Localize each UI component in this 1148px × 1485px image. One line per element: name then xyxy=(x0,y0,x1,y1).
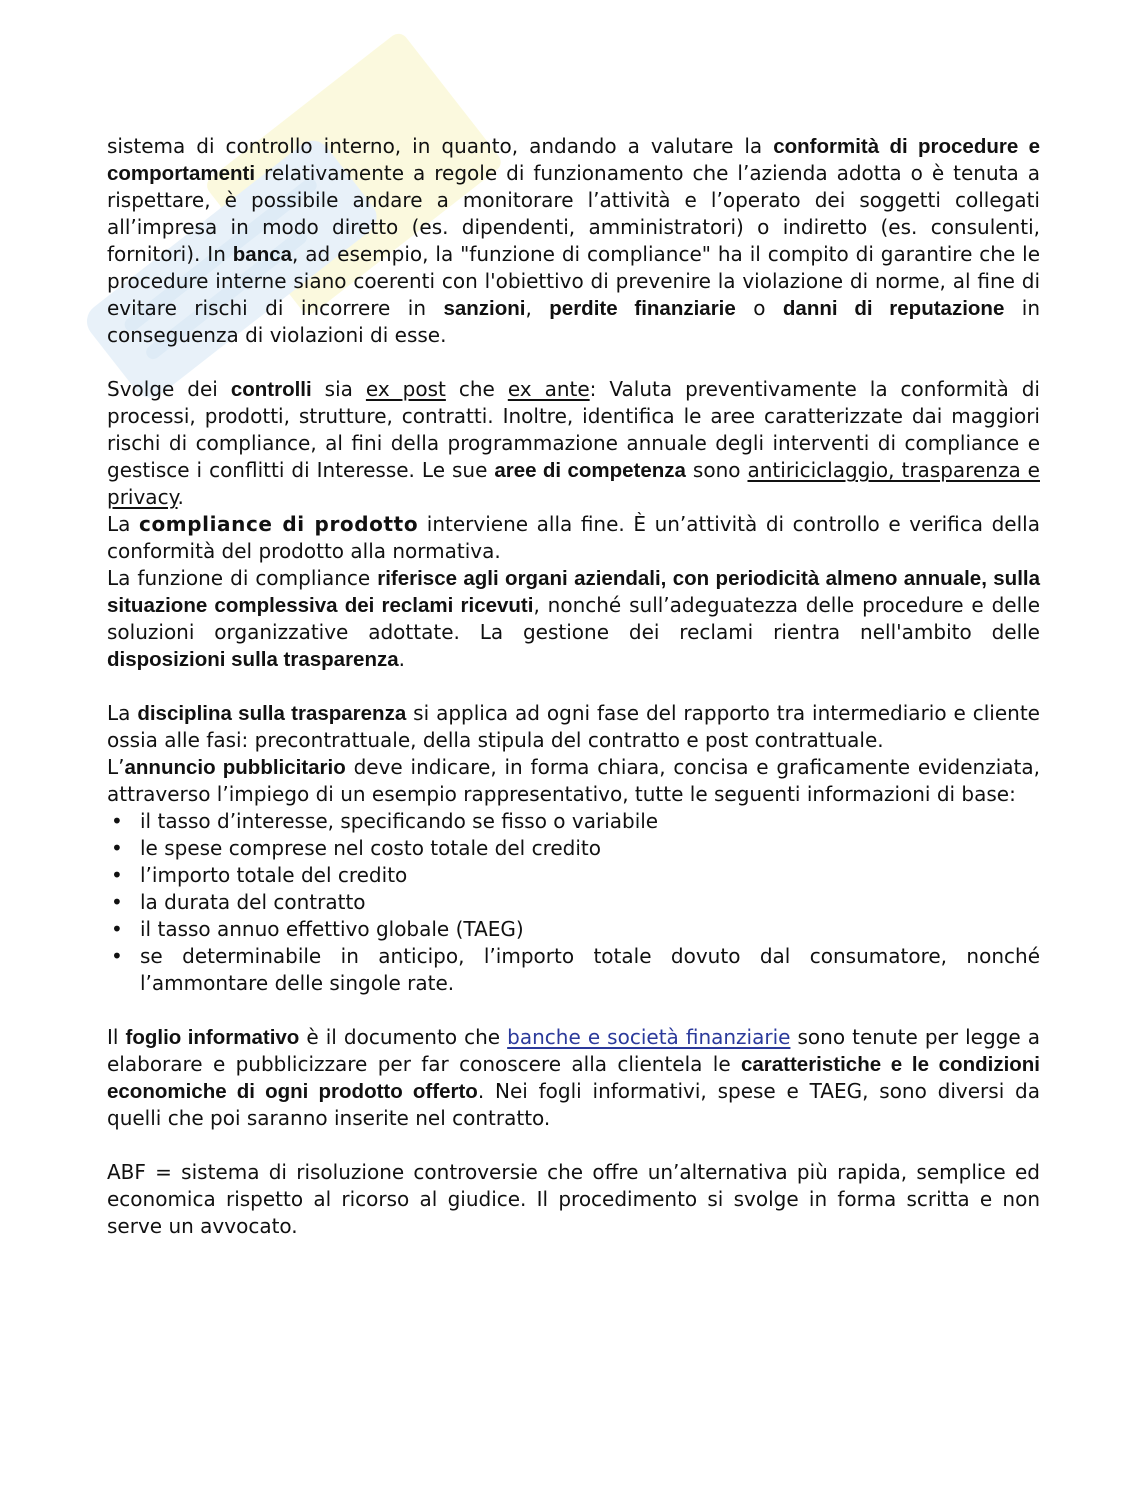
paragraph-controlli xyxy=(107,376,1040,511)
paragraph-abf xyxy=(107,1159,1040,1240)
bold-text: annuncio pubblicitario xyxy=(124,756,346,779)
text-run: . Nei fogli informativi, spese e TAEG, sono diversi da quelli che poi saranno inserite nel contratto. xyxy=(107,1079,1041,1130)
bold-text: sanzioni xyxy=(443,297,526,320)
list-item: • le spese comprese nel costo totale del credito xyxy=(140,835,1040,862)
underlined-text: ex ante xyxy=(507,377,590,401)
text-run: sistema di controllo interno, in quanto, andando a valutare la xyxy=(107,134,774,158)
text-run: ABF = sistema di risoluzione controversie che offre un’alternativa più rapida, semplice ed economica rispetto al ricorso al giudice. Il procedimento si svolge in forma scritta e non serve un avvocato. xyxy=(107,1160,1040,1238)
bold-text: conformità di procedure e comportamenti xyxy=(107,135,1040,185)
text-run: sia xyxy=(311,377,366,401)
text-run: , xyxy=(525,296,550,320)
text-run: relativamente a regole di funzionamento che l’azienda adotta o è tenuta a rispettare, è possibile andare a monitorare l’attività e l’operato dei soggetti collegati all’impresa in modo diretto (es. dipendenti, amministratori) o indiretto (es. consulenti, fornitori). In xyxy=(107,161,1040,266)
bullet-list-informazioni-base xyxy=(107,808,1040,997)
document-body xyxy=(107,133,1040,1240)
underlined-text: antiriciclaggio, trasparenza e privacy xyxy=(107,458,1040,509)
paragraph-annuncio-pubblicitario xyxy=(107,754,1040,808)
text-run: L’ xyxy=(107,755,125,779)
text-run: Il xyxy=(107,1025,126,1049)
bold-text: caratteristiche e le condizioni economiche di ogni prodotto offerto xyxy=(107,1053,1041,1103)
bold-text: foglio informativo xyxy=(125,1026,300,1049)
paragraph-trasparenza xyxy=(107,700,1040,754)
bold-text: riferisce agli organi aziendali, con periodicità almeno annuale, sulla situazione complessiva dei reclami ricevuti xyxy=(107,567,1040,617)
text-run: : Valuta preventivamente la conformità di processi, prodotti, strutture, contratti. Inoltre, identifica le aree caratterizzate dai maggiori rischi di compliance, al fini della programmazione annuale degli interventi di compliance e gestisce i conflitti di Interesse. Le sue xyxy=(107,377,1040,482)
bold-text: disciplina sulla trasparenza xyxy=(137,702,407,725)
underlined-text: ex post xyxy=(365,377,446,401)
bold-text: banca xyxy=(232,243,293,266)
bold-text: controlli xyxy=(230,378,312,401)
list-item: • il tasso annuo effettivo globale (TAEG) xyxy=(140,916,1040,943)
link-text[interactable]: banche e società finanziarie xyxy=(507,1025,791,1049)
text-run: La xyxy=(107,701,138,725)
text-run: interviene alla fine. È un’attività di controllo e verifica della conformità del prodotto alla normativa. xyxy=(107,512,1040,563)
text-run: Svolge dei xyxy=(107,377,231,401)
bold-text: perdite finanziarie xyxy=(549,297,736,320)
bold-text: compliance di prodotto xyxy=(138,512,419,536)
text-run: in conseguenza di violazioni di esse. xyxy=(107,296,1041,347)
text-run: La xyxy=(107,512,139,536)
list-item: • se determinabile in anticipo, l’importo totale dovuto dal consumatore, nonché l’ammontare delle singole rate. xyxy=(140,943,1040,997)
bold-text: danni di reputazione xyxy=(782,297,1005,320)
paragraph-compliance-intro xyxy=(107,133,1040,349)
bold-text: disposizioni sulla trasparenza xyxy=(107,648,399,671)
text-run: . xyxy=(177,485,184,509)
text-run: sono tenute per legge a elaborare e pubblicizzare per far conoscere alla clientela le xyxy=(107,1025,1040,1076)
text-run: , ad esempio, la "funzione di compliance" ha il compito di garantire che le procedure interne siano coerenti con l'obiettivo di prevenire la violazione di norme, al fine di evitare rischi di incorrere in xyxy=(107,242,1041,320)
text-run: o xyxy=(735,296,783,320)
text-run: La funzione di compliance xyxy=(107,566,378,590)
paragraph-foglio-informativo xyxy=(107,1024,1040,1132)
list-item: • l’importo totale del credito xyxy=(140,862,1040,889)
bold-text: aree di competenza xyxy=(494,459,686,482)
text-run: deve indicare, in forma chiara, concisa e graficamente evidenziata, attraverso l’impiego di un esempio rappresentativo, tutte le seguenti informazioni di base: xyxy=(107,755,1040,806)
text-run: . xyxy=(398,647,405,671)
list-item: • il tasso d’interesse, specificando se fisso o variabile xyxy=(140,808,1040,835)
paragraph-reclami xyxy=(107,565,1040,673)
paragraph-compliance-prodotto xyxy=(107,511,1040,565)
text-run: è il documento che xyxy=(299,1025,508,1049)
text-run: sono xyxy=(685,458,748,482)
text-run: che xyxy=(445,377,508,401)
list-item: • la durata del contratto xyxy=(140,889,1040,916)
text-run: si applica ad ogni fase del rapporto tra intermediario e cliente ossia alle fasi: precontrattuale, della stipula del contratto e post contrattuale. xyxy=(107,701,1040,752)
text-run: , nonché sull’adeguatezza delle procedure e delle soluzioni organizzative adottate. La gestione dei reclami rientra nell'ambito delle xyxy=(107,593,1041,644)
